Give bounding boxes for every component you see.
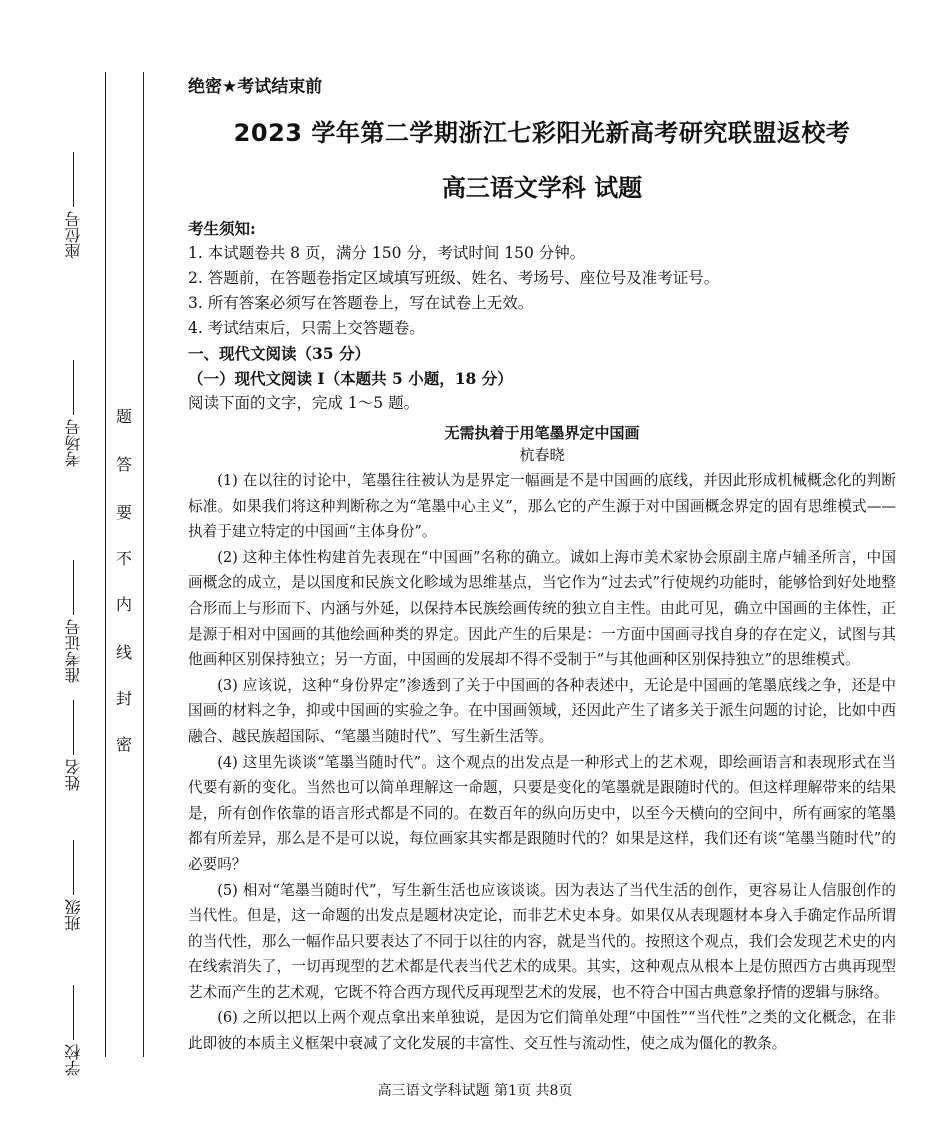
exam-title: 2023 学年第二学期浙江七彩阳光新高考研究联盟返校考 [233, 119, 851, 147]
section-heading: 一、现代文阅读（35 分） [188, 344, 370, 363]
ticket-number-label: 准考证号 [64, 619, 83, 683]
exam-content [188, 66, 896, 1057]
name-field [62, 700, 85, 791]
article-paragraph: (2) 这种主体性构建首先表现在“中国画”名称的确立。诚如上海市美术家协会原副主席卢辅圣所言，中国画概念的成立，是以国度和民族文化畛域为思维基点，当它作为“过去式”行使规约功能时，能够恰到好处地整合形而上与形而下、内涵与外延，以保持本民族绘画传统的独立自主性。由此可见，确立中国画的主体性，正是源于相对中国画的其他绘画种类的界定。因此产生的后果是：一方面中国画寻找自身的存在定义，试图与其他画种区别保持独立；另一方面，中国画的发展却不得不受制于“与其他画种区别保持独立”的思维模式。 [188, 548, 896, 669]
seal-char: 答 [115, 455, 132, 474]
seal-char: 题 [115, 407, 132, 426]
article-title: 无需执着于用笔墨界定中国画 [444, 424, 640, 442]
reading-instruction: 阅读下面的文字，完成 1～5 题。 [188, 394, 420, 412]
exam-subtitle: 高三语文学科 试题 [441, 174, 643, 202]
seal-char: 不 [115, 549, 132, 568]
class-field [62, 840, 85, 931]
binding-margin [0, 0, 150, 1134]
name-label: 姓名 [64, 759, 83, 791]
article-paragraph: (3) 应该说，这种“身份界定”渗透到了关于中国画的各种表述中，无论是中国画的笔墨底线之争，还是中国画的材料之争，抑或中国画的实验之争。在中国画领域，还因此产生了诸多关于派生问题的讨论，比如中西融合、越民族超国际、“笔墨当随时代”、写生新生活等。 [188, 676, 896, 745]
binding-line-inner [143, 72, 144, 1057]
class-label: 班级 [64, 899, 83, 931]
seal-char: 要 [115, 503, 132, 522]
notice-item: 4. 考试结束后，只需上交答题卷。 [188, 319, 425, 337]
article-paragraph: (6) 之所以把以上两个观点拿出来单独说，是因为它们简单处理“中国性”“当代性”之类的文化概念，在非此即彼的本质主义框架中衰减了文化发展的丰富性、交互性与流动性，使之成为僵化的教条。 [188, 1009, 896, 1053]
notice-item: 3. 所有答案必须写在答题卷上，写在试卷上无效。 [188, 294, 534, 312]
notice-item: 1. 本试题卷共 8 页，满分 150 分，考试时间 150 分钟。 [188, 244, 586, 262]
exam-room-label: 考场号 [64, 419, 83, 467]
seal-char: 内 [115, 595, 132, 614]
subsection-heading: （一）现代文阅读 I（本题共 5 小题，18 分） [188, 369, 513, 388]
seat-number-label: 座位号 [64, 211, 83, 259]
article-paragraph: (4) 这里先谈谈“笔墨当随时代”。这个观点的出发点是一种形式上的艺术观，即绘画语言和表现形式在当代要有新的变化。当然也可以简单理解这一命题，只要是变化的笔墨就是跟随时代的。但这样理解带来的结果是，所有创作依靠的语言形式都是不同的。在数百年的纵向历史中，以至今天横向的空间中，所有画家的笔墨都有所差异，那么是不是可以说，每位画家其实都是跟随时代的？如果是这样，我们还有谈“笔墨当随时代”的必要吗？ [188, 753, 896, 873]
school-label: 学校 [64, 1044, 83, 1076]
secret-label: 绝密★考试结束前 [188, 77, 323, 97]
article-author: 杭春晓 [519, 446, 565, 464]
seal-char: 线 [115, 643, 132, 662]
seal-char: 封 [115, 689, 132, 708]
notice-item: 2. 答题前，在答题卷指定区域填写班级、姓名、考场号、座位号及准考证号。 [188, 269, 720, 287]
article-paragraph: (1) 在以往的讨论中，笔墨往往被认为是界定一幅画是不是中国画的底线，并因此形成机械概念化的判断标准。如果我们将这种判断称之为“笔墨中心主义”，那么它的产生源于对中国画概念界定的固有思维模式——执着于建立特定的中国画“主体身份”。 [188, 472, 896, 541]
binding-line-outer [105, 72, 106, 1057]
ticket-number-field [62, 560, 85, 683]
exam-room-field [62, 360, 85, 467]
seat-number-field [62, 152, 85, 259]
page-footer: 高三语文学科试题 第1页 共8页 [377, 1083, 573, 1099]
article-paragraph: (5) 相对“笔墨当随时代”，写生新生活也应该谈谈。因为表达了当代生活的创作，更容易让人信服创作的当代性。但是，这一命题的出发点是题材决定论，而非艺术史本身。如果仅从表现题材本身入手确定作品所谓的当代性，那么一幅作品只要表达了不同于以往的内容，就是当代的。按照这个观点，我们会发现艺术史的内在线索消失了，一切再现型的艺术都是代表当代艺术的成果。其实，这种观点从根本上是仿照西方古典再现型艺术而产生的艺术观，它既不符合西方现代反再现型艺术的发展，也不符合中国古典意象抒情的逻辑与脉络。 [188, 881, 896, 1001]
school-field [62, 985, 85, 1076]
notice-heading: 考生须知: [188, 219, 256, 238]
seal-char: 密 [115, 735, 132, 754]
